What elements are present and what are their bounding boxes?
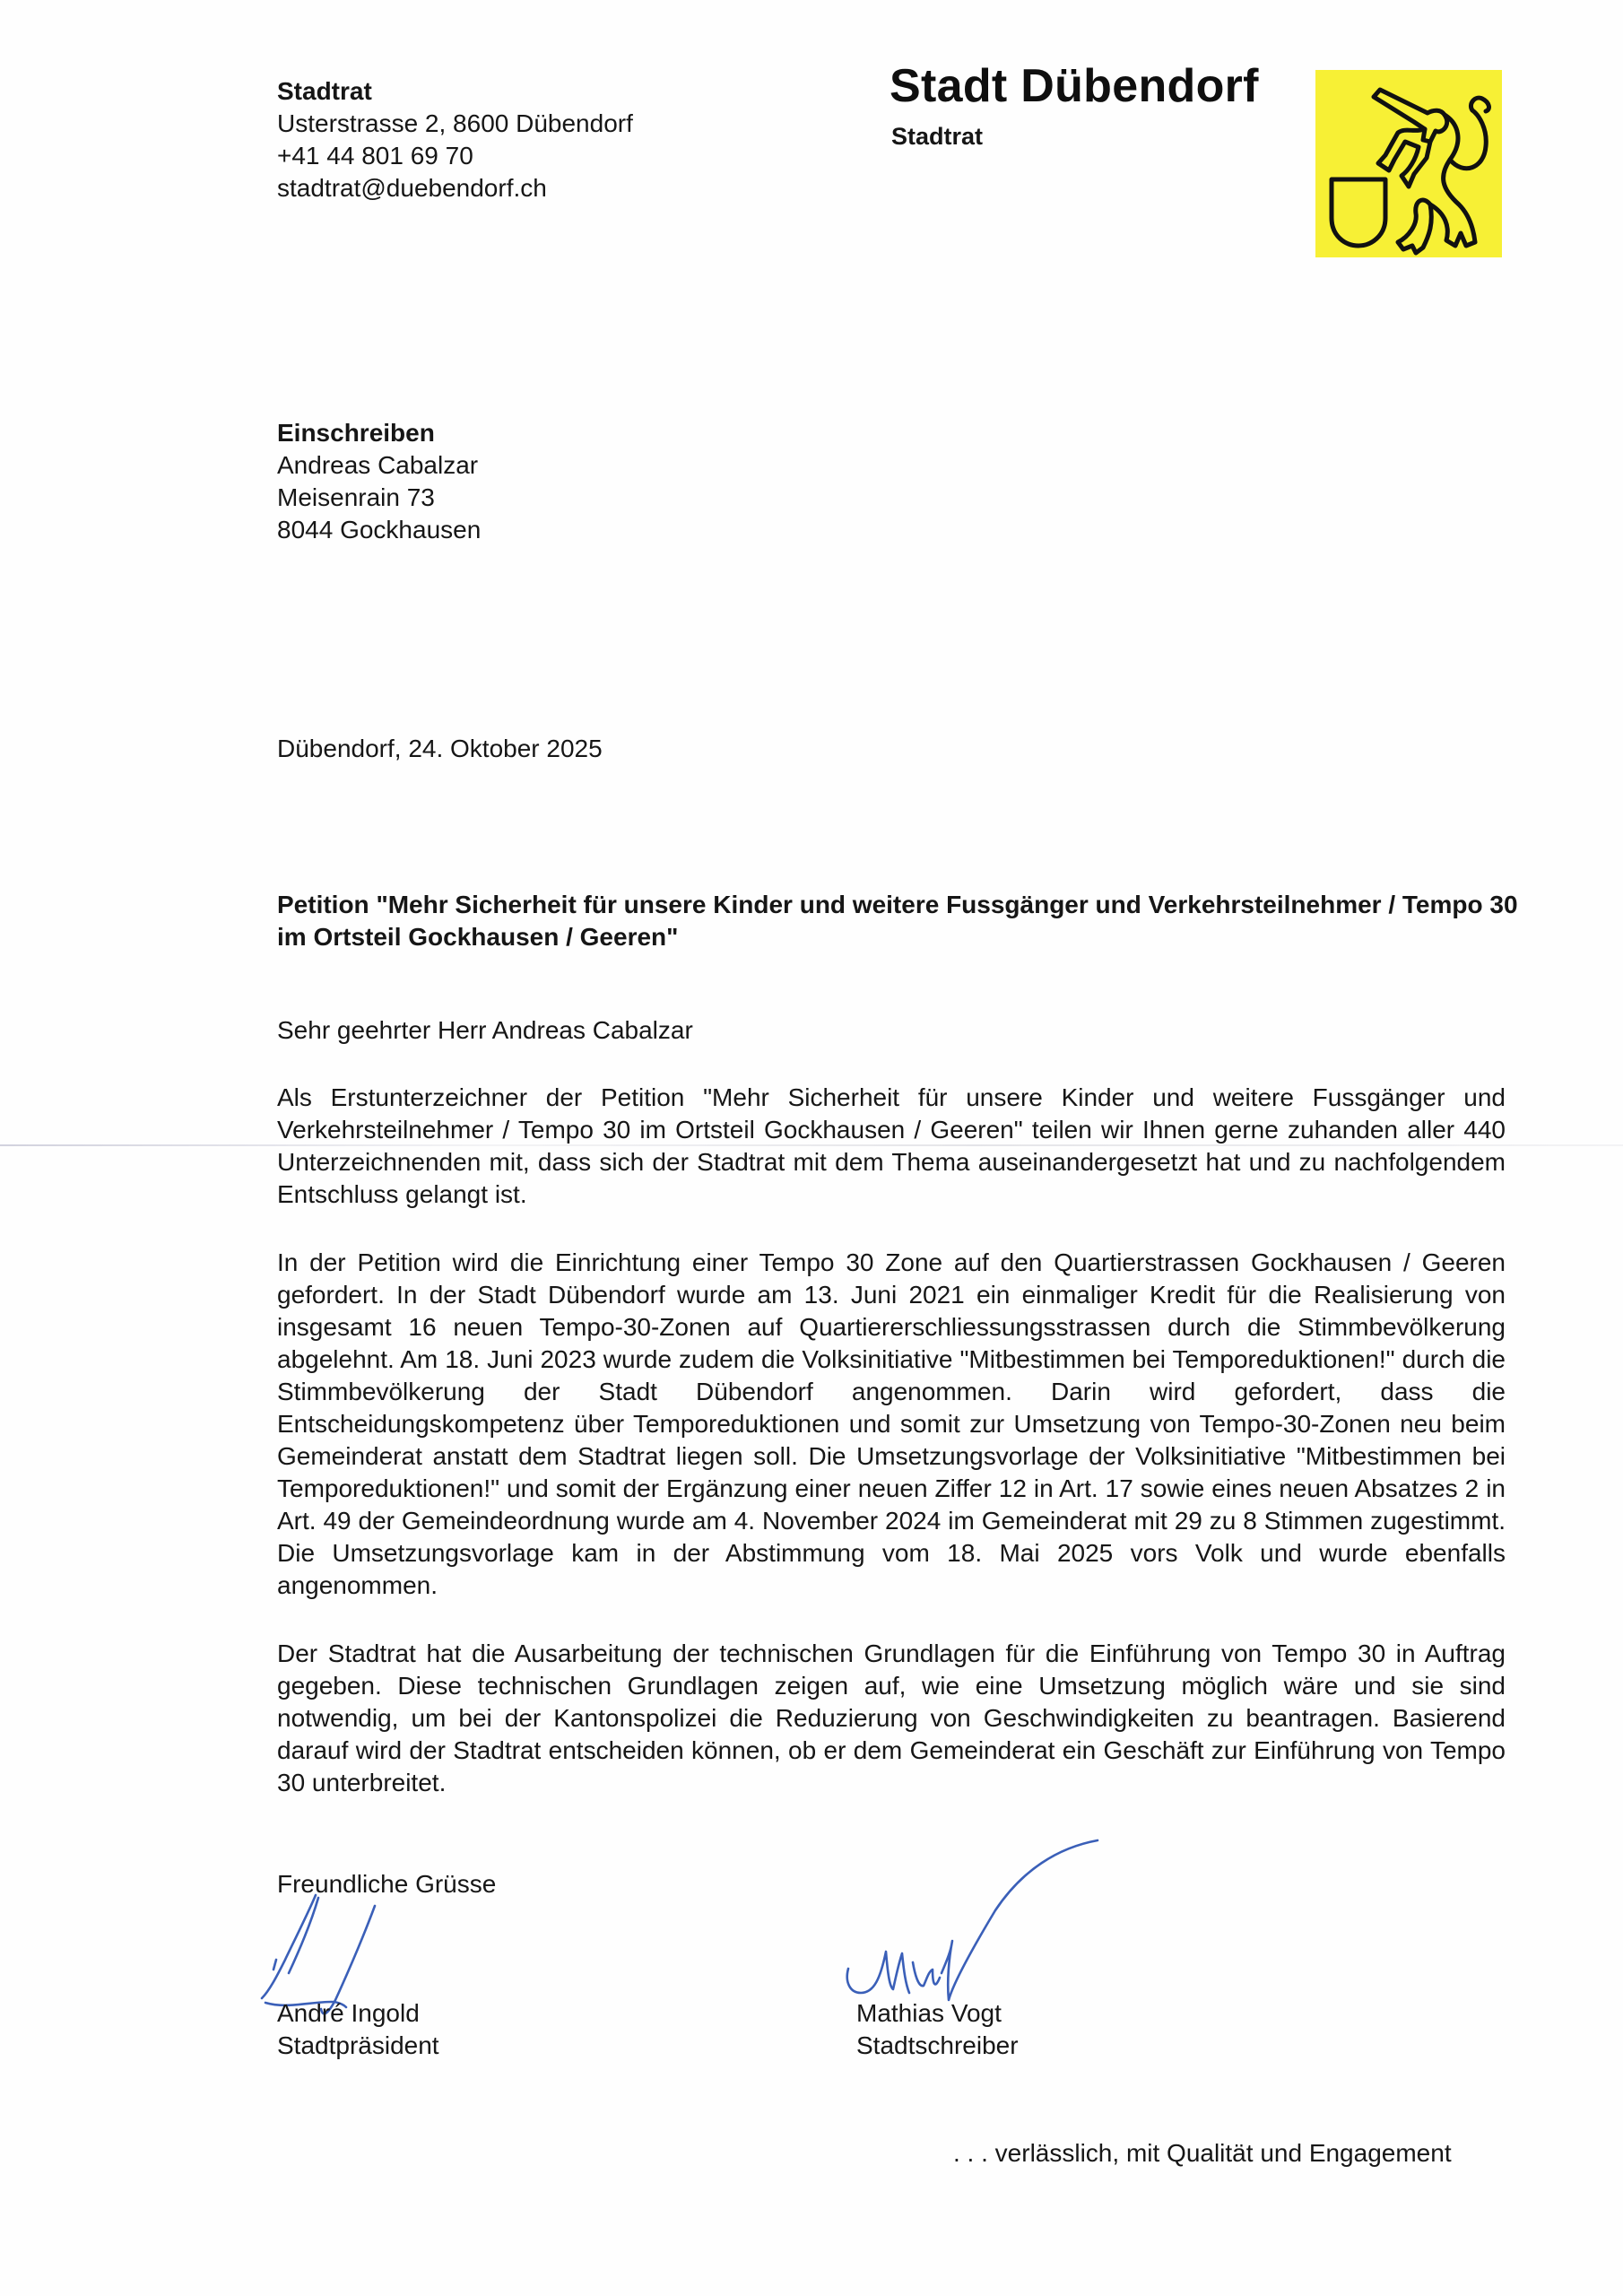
signatory-name: Mathias Vogt: [856, 1999, 1002, 2027]
signatory-name: André Ingold: [277, 1999, 420, 2027]
sender-block: [277, 75, 633, 204]
recipient-city: 8044 Gockhausen: [277, 516, 482, 544]
sender-address: Usterstrasse 2, 8600 Dübendorf: [277, 109, 633, 137]
coat-of-arms-icon: [1315, 70, 1502, 257]
body-paragraph: Als Erstunterzeichner der Petition "Mehr Sicherheit für unsere Kinder und weitere Fussgänger und Verkehrsteilnehmer / Tempo 30 im Ortsteil Gockhausen / Geeren" teilen wir Ihnen gerne zuhanden aller 440 Unterzeichnenden mit, dass sich der Stadtrat mit dem Thema auseinandergesetzt hat und zu nachfolgendem Entschluss gelangt ist.: [277, 1083, 1506, 1208]
footer-motto: . . . verlässlich, mit Qualität und Engagement: [953, 2139, 1452, 2167]
closing-phrase: Freundliche Grüsse: [277, 1870, 497, 1898]
letterhead-subtitle: Stadtrat: [891, 123, 984, 150]
signatory-role: Stadtpräsident: [277, 2031, 439, 2059]
recipient-street: Meisenrain 73: [277, 483, 435, 511]
sender-email: stadtrat@duebendorf.ch: [277, 174, 547, 202]
delivery-method: Einschreiben: [277, 419, 435, 447]
letter-date: Dübendorf, 24. Oktober 2025: [277, 735, 603, 762]
sender-org: Stadtrat: [277, 77, 372, 105]
signature-andre-ingold: [262, 1895, 375, 2013]
letter-subject: Petition "Mehr Sicherheit für unsere Kinder und weitere Fussgänger und Verkehrsteilnehmer / Tempo 30 im Ortsteil Gockhausen / Geeren": [277, 891, 1518, 951]
signatory-block: [856, 1997, 1019, 2062]
sender-phone: +41 44 801 69 70: [277, 142, 473, 170]
letterhead-title: Stadt Dübendorf: [890, 60, 1259, 112]
recipient-name: Andreas Cabalzar: [277, 451, 479, 479]
signatory-role: Stadtschreiber: [856, 2031, 1019, 2059]
signature-mathias-vogt: [847, 1840, 1098, 2000]
salutation: Sehr geehrter Herr Andreas Cabalzar: [277, 1016, 693, 1044]
body-paragraph: Der Stadtrat hat die Ausarbeitung der technischen Grundlagen für die Einführung von Tempo 30 in Auftrag gegeben. Diese technischen Grundlagen zeigen auf, wie eine Umsetzung möglich wäre und sie sind notwendig, um bei der Kantonspolizei die Reduzierung von Geschwindigkeiten zu beantragen. Basierend darauf wird der Stadtrat entscheiden können, ob er dem Gemeinderat ein Geschäft zur Einführung von Tempo 30 unterbreitet.: [277, 1639, 1506, 1796]
recipient-block: [277, 417, 481, 546]
body-paragraph: In der Petition wird die Einrichtung einer Tempo 30 Zone auf den Quartierstrassen Gockhausen / Geeren gefordert. In der Stadt Dübendorf wurde am 13. Juni 2021 ein einmaliger Kredit für die Realisierung von insgesamt 16 neuen Tempo-30-Zonen auf Quartiererschliessungsstrassen durch die Stimmbevölkerung abgelehnt. Am 18. Juni 2023 wurde zudem die Volksinitiative "Mitbestimmen bei Temporeduktionen!" durch die Stimmbevölkerung der Stadt Dübendorf angenommen. Darin wird gefordert, dass die Entscheidungskompetenz über Temporeduktionen und somit zur Umsetzung von Tempo-30-Zonen neu beim Gemeinderat anstatt dem Stadtrat liegen soll. Die Umsetzungsvorlage der Volksinitiative "Mitbestimmen bei Temporeduktionen!" und somit der Ergänzung einer neuen Ziffer 12 in Art. 17 sowie eines neuen Absatzes 2 in Art. 49 der Gemeindeordnung wurde am 4. November 2024 im Gemeinderat mit 29 zu 8 Stimmen zugestimmt. Die Umsetzungsvorlage kam in der Abstimmung vom 18. Mai 2025 vors Volk und wurde ebenfalls angenommen.: [277, 1248, 1506, 1599]
signatory-block: [277, 1997, 439, 2062]
